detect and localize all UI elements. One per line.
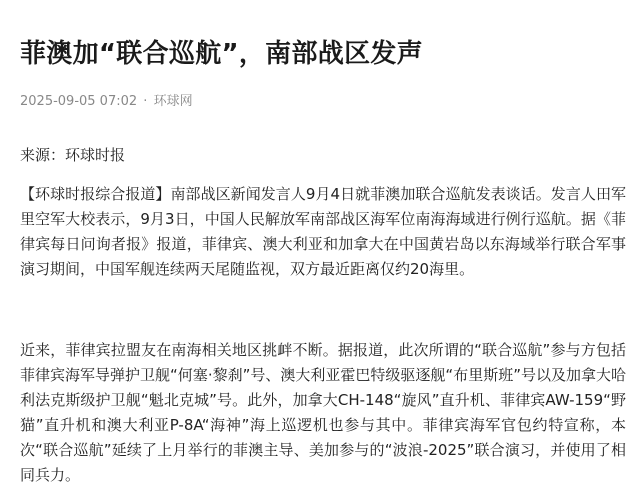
article-title: 菲澳加“联合巡航”，南部战区发声 — [20, 39, 423, 69]
publish-date: 2025-09-05 07:02 — [20, 94, 138, 109]
article-paragraph: 近来，菲律宾拉盟友在南海相关地区挑衅不断。据报道，此次所谓的“联合巡航”参与方包括菲律宾海军导弹护卫舰“何塞·黎刹”号、澳大利亚霍巴特级驱逐舰“布里斯班”号以及加拿大哈利法克斯级护卫舰“魁北克城”号。此外，加拿大CH-148“旋风”直升机、菲律宾AW-159“野猫”直升机和澳大利亚P-8A“海神”海上巡逻机也参与其中。菲律宾海军官包约特宣称，本次“联合巡航”延续了上月举行的菲澳主导、美加参与的“波浪-2025”联合演习，并使用了相同兵力。 — [20, 341, 626, 484]
meta-separator: · — [143, 94, 148, 109]
article-paragraph: 【环球时报综合报道】南部战区新闻发言人9月4日就菲澳加联合巡航发表谈话。发言人田军里空军大校表示，9月3日，中国人民解放军南部战区海军位南海海域进行例行巡航。据《菲律宾每日问询者报》报道，菲律宾、澳大利亚和加拿大在中国黄岩岛以东海域举行联合军事演习期间，中国军舰连续两天尾随监视，双方最近距离仅约20海里。 — [20, 185, 626, 278]
outlet-link[interactable]: 环球网 — [153, 94, 193, 109]
source-line: 来源：环球时报 — [20, 146, 126, 164]
article-meta — [20, 92, 193, 112]
